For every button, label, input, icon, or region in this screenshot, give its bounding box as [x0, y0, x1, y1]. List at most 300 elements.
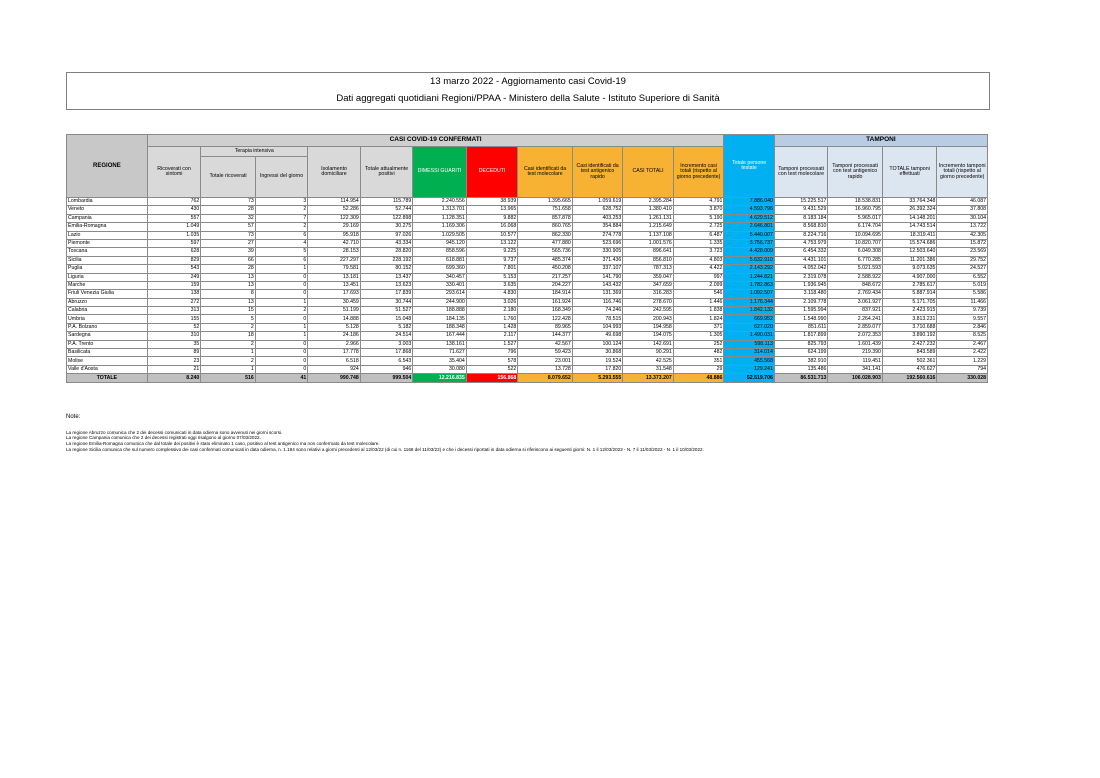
data-cell: 482 — [673, 349, 724, 357]
data-cell: 5.182 — [360, 323, 413, 331]
note-line: La regione Emilia-Romagna comunica che dal totale dei positivi è stato eliminato 1 caso, positivo al test antigenico ma non confermato da test molecolare. — [66, 440, 380, 446]
data-cell: 5 — [201, 315, 256, 323]
data-cell: 1.229 — [937, 357, 988, 365]
data-cell: 1.128.351 — [413, 214, 467, 222]
data-cell: 5.019 — [937, 281, 988, 289]
table-row — [67, 298, 988, 306]
header-healed: DIMESSI GUARITI — [413, 147, 467, 198]
data-cell: 310 — [147, 332, 201, 340]
data-cell: 115.789 — [360, 198, 413, 206]
data-cell: 15.048 — [360, 315, 413, 323]
data-cell: 0 — [255, 315, 308, 323]
data-cell: 29.169 — [308, 223, 361, 231]
data-cell: 0 — [255, 365, 308, 373]
report-subtitle: Dati aggregati quotidiani Regioni/PPAA - Ministero della Salute - Istituto Superiore di Sanità — [336, 93, 720, 104]
data-cell: 337.107 — [572, 265, 622, 273]
region-name: Campania — [67, 214, 148, 222]
data-cell: 8.079.652 — [518, 374, 573, 383]
data-cell: 26.392.324 — [882, 206, 937, 214]
data-cell: 618.881 — [413, 256, 467, 264]
data-cell: 2.180 — [466, 307, 517, 315]
data-cell: 5.021.593 — [828, 265, 883, 273]
data-cell: 43.334 — [360, 239, 413, 247]
data-cell: 14.743.514 — [882, 223, 937, 231]
data-cell: 194.958 — [623, 323, 673, 331]
data-cell: 796 — [466, 349, 517, 357]
group-intensive-care: Terapia intensiva — [201, 147, 308, 157]
data-cell: 52.744 — [360, 206, 413, 214]
data-cell: 228.192 — [360, 256, 413, 264]
data-cell: 21 — [147, 365, 201, 373]
data-cell: 4.907.000 — [882, 273, 937, 281]
data-cell: 8.240 — [147, 374, 201, 383]
data-cell: 2.859.077 — [828, 323, 883, 331]
region-name: TOTALE — [67, 374, 148, 383]
data-cell: 13.373.207 — [623, 374, 673, 383]
data-cell: 3.710.688 — [882, 323, 937, 331]
data-cell: 219.390 — [828, 349, 883, 357]
data-cell: 3.026 — [466, 298, 517, 306]
data-cell: 1.335 — [673, 239, 724, 247]
data-cell: 1.261.131 — [623, 214, 673, 222]
data-cell: 477.880 — [518, 239, 573, 247]
header-home-isolation: Isolamento domiciliare — [308, 147, 361, 198]
data-cell: 161.924 — [518, 298, 573, 306]
data-cell: 313 — [147, 307, 201, 315]
data-cell: 17.778 — [308, 349, 361, 357]
group-confirmed-cases: CASI COVID-19 CONFERMATI — [147, 135, 724, 147]
data-cell: 17.693 — [308, 290, 361, 298]
table-row — [67, 365, 988, 373]
data-cell: 13 — [201, 281, 256, 289]
data-cell: 168.349 — [518, 307, 573, 315]
data-cell: 1.092.507 — [724, 290, 774, 298]
data-cell: 27 — [201, 239, 256, 247]
data-cell: 856.810 — [623, 256, 673, 264]
data-cell: 4.830 — [466, 290, 517, 298]
data-cell: 2.846 — [937, 323, 988, 331]
data-cell: 4 — [255, 239, 308, 247]
data-cell: 42.525 — [623, 357, 673, 365]
data-cell: 30.459 — [308, 298, 361, 306]
data-cell: 6.174.704 — [828, 223, 883, 231]
data-cell: 2 — [255, 307, 308, 315]
data-cell: 13 — [201, 298, 256, 306]
data-cell: 278.670 — [623, 298, 673, 306]
data-cell: 999.504 — [360, 374, 413, 383]
data-cell: 1.824 — [673, 315, 724, 323]
data-cell: 23.001 — [518, 357, 573, 365]
data-cell: 73 — [201, 198, 256, 206]
data-cell: 2 — [201, 357, 256, 365]
data-cell: 30.080 — [413, 365, 467, 373]
data-cell: 2.646.801 — [724, 223, 774, 231]
data-cell: 1.305 — [673, 332, 724, 340]
data-cell: 565.736 — [518, 248, 573, 256]
data-cell: 5.293.555 — [572, 374, 622, 383]
data-cell: 24.186 — [308, 332, 361, 340]
data-cell: 29.752 — [937, 256, 988, 264]
data-cell: 516 — [201, 374, 256, 383]
data-cell: 122.309 — [308, 214, 361, 222]
table-row — [67, 265, 988, 273]
data-cell: 30.275 — [360, 223, 413, 231]
data-cell: 578 — [466, 357, 517, 365]
data-cell: 12.216.835 — [413, 374, 467, 383]
data-cell: 2 — [255, 206, 308, 214]
data-cell: 13.722 — [937, 223, 988, 231]
data-cell: 2.588.922 — [828, 273, 883, 281]
data-cell: 843.589 — [882, 349, 937, 357]
header-tests-increment: Incremento tamponi totali (rispetto al giorno precedente) — [937, 147, 988, 198]
data-cell: 188.348 — [413, 323, 467, 331]
data-cell: 104.993 — [572, 323, 622, 331]
region-name: Toscana — [67, 248, 148, 256]
data-cell: 95.918 — [308, 231, 361, 239]
data-cell: 6.518 — [308, 357, 361, 365]
data-cell: 1.782.863 — [724, 281, 774, 289]
data-cell: 1.527 — [466, 340, 517, 348]
data-cell: 9.431.529 — [774, 206, 828, 214]
data-cell: 18.319.411 — [882, 231, 937, 239]
data-cell: 138 — [147, 290, 201, 298]
data-cell: 142.691 — [623, 340, 673, 348]
data-cell: 9.737 — [466, 256, 517, 264]
data-cell: 924 — [308, 365, 361, 373]
data-cell: 38.939 — [466, 198, 517, 206]
data-cell: 131.369 — [572, 290, 622, 298]
data-cell: 1.548.990 — [774, 315, 828, 323]
data-cell: 242.595 — [623, 307, 673, 315]
data-cell: 825.793 — [774, 340, 828, 348]
data-cell: 5.887.914 — [882, 290, 937, 298]
data-cell: 862.330 — [518, 231, 573, 239]
data-cell: 1.838 — [673, 307, 724, 315]
data-cell: 5.586 — [937, 290, 988, 298]
data-cell: 1.601.439 — [828, 340, 883, 348]
data-cell: 16.960.795 — [828, 206, 883, 214]
data-cell: 11.201.386 — [882, 256, 937, 264]
header-cases-rapid: Casi identificati da test antigenico rapido — [572, 147, 622, 198]
data-cell: 59.423 — [518, 349, 573, 357]
data-cell: 354.884 — [572, 223, 622, 231]
data-cell: 403.253 — [572, 214, 622, 222]
data-cell: 86.531.713 — [774, 374, 828, 383]
region-name: Lombardia — [67, 198, 148, 206]
header-deaths: DECEDUTI — [466, 147, 517, 198]
data-cell: 252 — [673, 340, 724, 348]
data-cell: 192.560.616 — [882, 374, 937, 383]
total-row — [67, 374, 988, 383]
data-cell: 347.659 — [623, 281, 673, 289]
table-row — [67, 273, 988, 281]
data-cell: 80.152 — [360, 265, 413, 273]
data-cell: 188.888 — [413, 307, 467, 315]
data-cell: 3.635 — [466, 281, 517, 289]
data-cell: 8.224.716 — [774, 231, 828, 239]
data-cell: 0 — [255, 349, 308, 357]
data-cell: 17.820 — [572, 365, 622, 373]
data-cell: 9.225 — [466, 248, 517, 256]
data-cell: 73 — [201, 231, 256, 239]
data-cell: 8.568.810 — [774, 223, 828, 231]
table-row — [67, 214, 988, 222]
data-cell: 204.227 — [518, 281, 573, 289]
data-cell: 13.122 — [466, 239, 517, 247]
data-cell: 89 — [147, 349, 201, 357]
data-cell: 6.543 — [360, 357, 413, 365]
data-cell: 200.943 — [623, 315, 673, 323]
data-cell: 485.374 — [518, 256, 573, 264]
region-name: Friuli Venezia Giulia — [67, 290, 148, 298]
data-cell: 13 — [201, 273, 256, 281]
data-cell: 1.595.994 — [774, 307, 828, 315]
data-cell: 787.313 — [623, 265, 673, 273]
data-cell: 49.698 — [572, 332, 622, 340]
data-cell: 0 — [255, 281, 308, 289]
data-cell: 143.432 — [572, 281, 622, 289]
region-name: Calabria — [67, 307, 148, 315]
data-cell: 1 — [255, 298, 308, 306]
data-cell: 1.176.344 — [724, 298, 774, 306]
data-cell: 351 — [673, 357, 724, 365]
data-cell: 2.725 — [673, 223, 724, 231]
data-cell: 2 — [255, 223, 308, 231]
data-cell: 7 — [255, 214, 308, 222]
data-cell: 7.886.040 — [724, 198, 774, 206]
data-cell: 9.073.635 — [882, 265, 937, 273]
data-cell: 6.770.285 — [828, 256, 883, 264]
data-cell: 52.519.706 — [724, 374, 774, 383]
data-cell: 330.905 — [572, 248, 622, 256]
data-cell: 4.431.101 — [774, 256, 828, 264]
data-cell: 46.087 — [937, 198, 988, 206]
data-cell: 10.577 — [466, 231, 517, 239]
data-cell: 51.199 — [308, 307, 361, 315]
data-cell: 3.756.737 — [724, 239, 774, 247]
data-cell: 4.803 — [673, 256, 724, 264]
data-cell: 751.658 — [518, 206, 573, 214]
data-cell: 90.291 — [623, 349, 673, 357]
header-region: REGIONE — [67, 135, 148, 198]
header-cases-molecular: Casi identificati da test molecolare — [518, 147, 573, 198]
data-cell: 359.047 — [623, 273, 673, 281]
data-cell: 3.813.231 — [882, 315, 937, 323]
data-cell: 106.028.903 — [828, 374, 883, 383]
table-row — [67, 198, 988, 206]
header-cases-increment: Incremento casi totali (rispetto al giorno precedente) — [673, 147, 724, 198]
table-row — [67, 315, 988, 323]
data-cell: 122.428 — [518, 315, 573, 323]
data-cell: 32 — [201, 214, 256, 222]
data-cell: 837.921 — [828, 307, 883, 315]
data-cell: 33.764.348 — [882, 198, 937, 206]
data-cell: 4.428.009 — [724, 248, 774, 256]
data-cell: 1.380.410 — [623, 206, 673, 214]
data-cell: 340.457 — [413, 273, 467, 281]
data-cell: 11.466 — [937, 298, 988, 306]
data-cell: 37.808 — [937, 206, 988, 214]
data-cell: 35.404 — [413, 357, 467, 365]
header-tests-total: TOTALE tamponi effettuati — [882, 147, 937, 198]
data-cell: 5.190 — [673, 214, 724, 222]
data-cell: 19.524 — [572, 357, 622, 365]
table-row — [67, 290, 988, 298]
data-cell: 129.241 — [724, 365, 774, 373]
table-row — [67, 248, 988, 256]
data-cell: 1.428 — [466, 323, 517, 331]
data-cell: 42.567 — [518, 340, 573, 348]
data-cell: 244.900 — [413, 298, 467, 306]
data-cell: 23.569 — [937, 248, 988, 256]
data-cell: 1.936.945 — [774, 281, 828, 289]
data-cell: 5.965.017 — [828, 214, 883, 222]
data-cell: 598.113 — [724, 340, 774, 348]
data-cell: 523.696 — [572, 239, 622, 247]
data-cell: 762 — [147, 198, 201, 206]
data-cell: 13.437 — [360, 273, 413, 281]
data-cell: 18.538.831 — [828, 198, 883, 206]
region-name: Emilia-Romagna — [67, 223, 148, 231]
header-icu-total: Totale ricoverati — [201, 157, 256, 198]
data-cell: 371.436 — [572, 256, 622, 264]
data-cell: 2.143.292 — [724, 265, 774, 273]
data-cell: 4.753.979 — [774, 239, 828, 247]
report-title: 13 marzo 2022 - Aggiornamento casi Covid-19 — [430, 76, 626, 87]
group-tests: TAMPONI — [774, 135, 987, 147]
data-cell: 6 — [255, 256, 308, 264]
region-name: Veneto — [67, 206, 148, 214]
data-cell: 546 — [673, 290, 724, 298]
table-row — [67, 357, 988, 365]
region-name: Marche — [67, 281, 148, 289]
data-cell: 6 — [255, 231, 308, 239]
data-cell: 14.148.201 — [882, 214, 937, 222]
data-cell: 997 — [673, 273, 724, 281]
data-cell: 35 — [147, 340, 201, 348]
data-cell: 557 — [147, 214, 201, 222]
data-cell: 24.527 — [937, 265, 988, 273]
data-cell: 794 — [937, 365, 988, 373]
header-hospitalized: Ricoverati con sintomi — [147, 147, 201, 198]
data-cell: 52 — [147, 323, 201, 331]
notes-heading: Note: — [66, 414, 81, 420]
note-line: La regione Campania comunica che 2 dei decessi registrati oggi risalgono al giorno 07/03/2022. — [66, 435, 261, 441]
data-cell: 141.790 — [572, 273, 622, 281]
data-cell: 371 — [673, 323, 724, 331]
data-cell: 314.014 — [724, 349, 774, 357]
data-cell: 15.872 — [937, 239, 988, 247]
data-cell: 2.966 — [308, 340, 361, 348]
data-cell: 382.910 — [774, 357, 828, 365]
header-current-positives: Totale attualmente positivi — [360, 147, 413, 198]
region-name: Liguria — [67, 273, 148, 281]
data-cell: 8.183.184 — [774, 214, 828, 222]
data-cell: 9.739 — [937, 307, 988, 315]
data-cell: 316.283 — [623, 290, 673, 298]
header-cases-total: CASI TOTALI — [623, 147, 673, 198]
data-cell: 156.868 — [466, 374, 517, 383]
data-cell: 1.137.108 — [623, 231, 673, 239]
header-people-tested: Totale persone testate — [724, 135, 774, 198]
data-cell: 1.029.505 — [413, 231, 467, 239]
data-cell: 8 — [201, 290, 256, 298]
table-body — [67, 198, 988, 383]
region-name: Piemonte — [67, 239, 148, 247]
region-name: P.A. Bolzano — [67, 323, 148, 331]
data-cell: 13.965 — [466, 206, 517, 214]
data-cell: 28 — [201, 265, 256, 273]
data-cell: 78.515 — [572, 315, 622, 323]
header-tests-rapid: Tamponi processati con test antigenico rapido — [828, 147, 883, 198]
data-cell: 945.120 — [413, 239, 467, 247]
data-cell: 7.801 — [466, 265, 517, 273]
data-cell: 119.451 — [828, 357, 883, 365]
data-cell: 17.868 — [360, 349, 413, 357]
data-cell: 74.246 — [572, 307, 622, 315]
data-cell: 4.791 — [673, 198, 724, 206]
data-cell: 3.118.480 — [774, 290, 828, 298]
table-row — [67, 307, 988, 315]
data-cell: 2.117 — [466, 332, 517, 340]
region-name: Basilicata — [67, 349, 148, 357]
data-cell: 6.552 — [937, 273, 988, 281]
data-cell: 194.075 — [623, 332, 673, 340]
data-cell: 2.422 — [937, 349, 988, 357]
data-cell: 2.785.617 — [882, 281, 937, 289]
data-cell: 450.208 — [518, 265, 573, 273]
data-cell: 1.035 — [147, 231, 201, 239]
data-cell: 155 — [147, 315, 201, 323]
data-cell: 8.525 — [937, 332, 988, 340]
data-cell: 627.020 — [724, 323, 774, 331]
data-cell: 16.068 — [466, 223, 517, 231]
data-cell: 23 — [147, 357, 201, 365]
data-cell: 4.422 — [673, 265, 724, 273]
data-cell: 1.817.899 — [774, 332, 828, 340]
data-cell: 3 — [255, 198, 308, 206]
data-cell: 6.487 — [673, 231, 724, 239]
table-row — [67, 332, 988, 340]
data-cell: 159 — [147, 281, 201, 289]
data-cell: 1 — [255, 265, 308, 273]
data-cell: 5.632.910 — [724, 256, 774, 264]
data-cell: 1.395.665 — [518, 198, 573, 206]
data-cell: 138.161 — [413, 340, 467, 348]
data-cell: 144.377 — [518, 332, 573, 340]
data-cell: 57 — [201, 223, 256, 231]
data-cell: 0 — [255, 273, 308, 281]
data-cell: 857.878 — [518, 214, 573, 222]
data-cell: 858.596 — [413, 248, 467, 256]
data-cell: 66 — [201, 256, 256, 264]
data-cell: 24.514 — [360, 332, 413, 340]
data-cell: 97.026 — [360, 231, 413, 239]
data-cell: 48.886 — [673, 374, 724, 383]
data-cell: 455.568 — [724, 357, 774, 365]
data-cell: 0 — [255, 340, 308, 348]
data-cell: 10.820.707 — [828, 239, 883, 247]
report-title-box — [66, 72, 990, 110]
table-row — [67, 231, 988, 239]
data-cell: 1.169.306 — [413, 223, 467, 231]
data-cell: 5.171.705 — [882, 298, 937, 306]
data-cell: 946 — [360, 365, 413, 373]
region-name: Molise — [67, 357, 148, 365]
table-row — [67, 239, 988, 247]
data-cell: 2.319.078 — [774, 273, 828, 281]
region-name: Puglia — [67, 265, 148, 273]
